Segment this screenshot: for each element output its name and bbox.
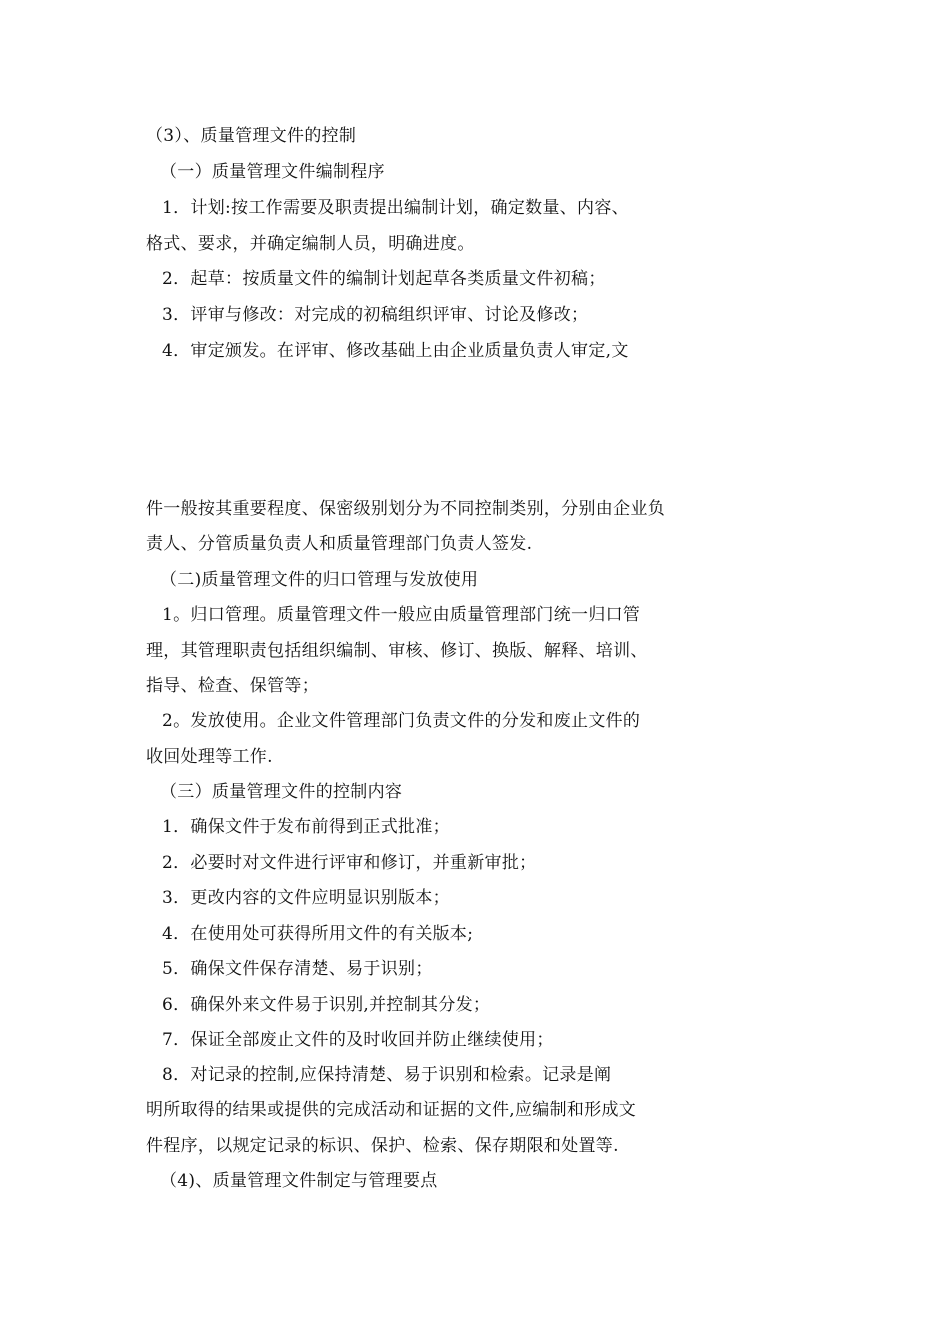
subsection-3-heading: （三）质量管理文件的控制内容 bbox=[160, 782, 403, 802]
paragraph-line: 理，其管理职责包括组织编制、审核、修订、换版、解释、培训、 bbox=[146, 641, 648, 661]
list-item: 4．在使用处可获得所用文件的有关版本; bbox=[162, 924, 474, 944]
paragraph-line: 2．起草：按质量文件的编制计划起草各类质量文件初稿； bbox=[162, 269, 606, 289]
subsection-1-heading: （一）质量管理文件编制程序 bbox=[160, 162, 385, 182]
list-item: 1．确保文件于发布前得到正式批准； bbox=[162, 817, 450, 837]
subsection-2-heading: （二)质量管理文件的归口管理与发放使用 bbox=[160, 570, 479, 590]
paragraph-line: 责人、分管质量负责人和质量管理部门负责人签发. bbox=[146, 534, 533, 554]
paragraph-line: 指导、检查、保管等； bbox=[146, 676, 319, 696]
paragraph-line: 1．计划:按工作需要及职责提出编制计划，确定数量、内容、 bbox=[162, 198, 629, 218]
paragraph-line: 明所取得的结果或提供的完成活动和证据的文件,应编制和形成文 bbox=[146, 1100, 637, 1120]
paragraph-line: 3．评审与修改：对完成的初稿组织评审、讨论及修改； bbox=[162, 305, 589, 325]
section-4-heading: （4)、质量管理文件制定与管理要点 bbox=[160, 1171, 438, 1191]
list-item: 6．确保外来文件易于识别,并控制其分发； bbox=[162, 995, 491, 1015]
paragraph-line: 件程序，以规定记录的标识、保护、检索、保存期限和处置等. bbox=[146, 1136, 619, 1156]
list-item: 3．更改内容的文件应明显识别版本； bbox=[162, 888, 450, 908]
paragraph-line: 2。发放使用。企业文件管理部门负责文件的分发和废止文件的 bbox=[162, 711, 641, 731]
paragraph-line: 1。归口管理。质量管理文件一般应由质量管理部门统一归口管 bbox=[162, 605, 641, 625]
list-item: 8．对记录的控制,应保持清楚、易于识别和检索。记录是阐 bbox=[162, 1065, 612, 1085]
paragraph-line: 收回处理等工作. bbox=[146, 747, 273, 767]
list-item: 7．保证全部废止文件的及时收回并防止继续使用； bbox=[162, 1030, 554, 1050]
paragraph-line: 4．审定颁发。在评审、修改基础上由企业质量负责人审定,文 bbox=[162, 341, 629, 361]
section-3-heading: （3）、质量管理文件的控制 bbox=[146, 126, 357, 146]
paragraph-line: 件一般按其重要程度、保密级别划分为不同控制类别，分别由企业负 bbox=[146, 499, 665, 519]
list-item: 2．必要时对文件进行评审和修订，并重新审批； bbox=[162, 853, 537, 873]
paragraph-line: 格式、要求，并确定编制人员，明确进度。 bbox=[146, 234, 475, 254]
list-item: 5．确保文件保存清楚、易于识别； bbox=[162, 959, 433, 979]
